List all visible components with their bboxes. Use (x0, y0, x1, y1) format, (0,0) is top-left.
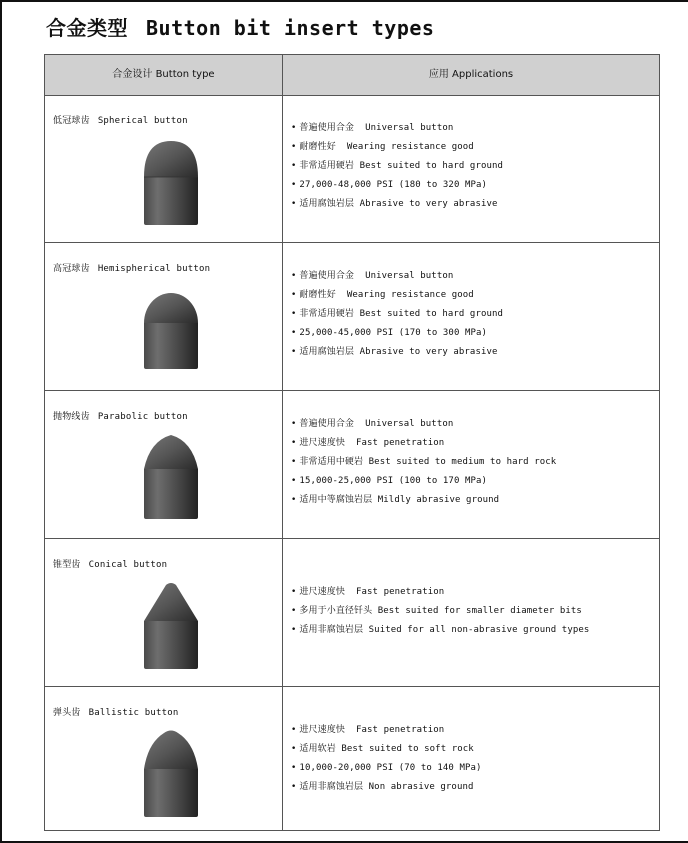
applications-list (291, 267, 503, 362)
button-types-table (44, 54, 660, 831)
list-item: • 15,000-25,000 PSI (100 to 170 MPa) (291, 472, 556, 491)
parabolic-button-icon (136, 431, 206, 526)
list-item: • 25,000-45,000 PSI (170 to 300 MPa) (291, 324, 503, 343)
row-label-zh: 高冠球齿 (53, 264, 90, 274)
header-applications: 应用 Applications (428, 69, 514, 80)
list-item: • 适用中等腐蚀岩层 Mildly abrasive ground (291, 491, 556, 510)
list-item: • 非常适用中硬岩 Best suited to medium to hard rock (291, 453, 556, 472)
row-label (53, 261, 210, 274)
table-row-conical (45, 539, 659, 687)
applications-list (291, 415, 556, 510)
row-label (53, 409, 188, 422)
list-item: • 进尺速度快 Fast penetration (291, 434, 556, 453)
table-row-spherical (45, 95, 659, 243)
row-label-en: Ballistic button (88, 708, 179, 718)
row-label-en: Conical button (88, 560, 168, 570)
list-item: • 普遍使用合金 Universal button (291, 119, 503, 138)
list-item: • 适用非腐蚀岩层 Non abrasive ground (291, 778, 482, 797)
list-item: • 多用于小直径钎头 Best suited for smaller diameter bits (291, 602, 589, 621)
list-item: • 普遍使用合金 Universal button (291, 267, 503, 286)
row-label-zh: 低冠球齿 (53, 116, 90, 126)
conical-button-icon (136, 579, 206, 674)
list-item: • 耐磨性好 Wearing resistance good (291, 286, 503, 305)
list-item: • 适用软岩 Best suited to soft rock (291, 740, 482, 759)
list-item: • 10,000-20,000 PSI (70 to 140 MPa) (291, 759, 482, 778)
applications-list (291, 721, 482, 797)
applications-list (291, 119, 503, 214)
list-item: • 适用腐蚀岩层 Abrasive to very abrasive (291, 343, 503, 362)
row-label (53, 705, 179, 718)
list-item: • 进尺速度快 Fast penetration (291, 583, 589, 602)
frame-top-border (0, 0, 688, 2)
spherical-button-icon (136, 135, 206, 230)
row-label-zh: 抛物线齿 (53, 412, 90, 422)
row-label (53, 113, 188, 126)
page-title-zh: 合金类型 (46, 16, 128, 40)
list-item: • 非常适用硬岩 Best suited to hard ground (291, 157, 503, 176)
page-title (46, 12, 434, 41)
table-header (45, 55, 659, 96)
row-label (53, 557, 167, 570)
row-label-zh: 锥型齿 (53, 560, 81, 570)
table-row-parabolic (45, 391, 659, 539)
ballistic-button-icon (136, 727, 206, 822)
list-item: • 耐磨性好 Wearing resistance good (291, 138, 503, 157)
list-item: • 进尺速度快 Fast penetration (291, 721, 482, 740)
frame-left-border (0, 0, 2, 843)
row-label-en: Parabolic button (97, 412, 188, 422)
hemispherical-button-icon (136, 283, 206, 378)
row-label-en: Spherical button (97, 116, 188, 126)
list-item: • 适用非腐蚀岩层 Suited for all non-abrasive ground types (291, 621, 589, 640)
list-item: • 普遍使用合金 Universal button (291, 415, 556, 434)
row-label-zh: 弹头齿 (53, 708, 81, 718)
header-button-type: 合金设计 Button type (112, 69, 215, 80)
table-row-ballistic (45, 687, 659, 834)
page-title-en: Button bit insert types (146, 16, 435, 40)
table-row-hemispherical (45, 243, 659, 391)
applications-list (291, 583, 589, 640)
row-label-en: Hemispherical button (97, 264, 211, 274)
list-item: • 非常适用硬岩 Best suited to hard ground (291, 305, 503, 324)
list-item: • 27,000-48,000 PSI (180 to 320 MPa) (291, 176, 503, 195)
list-item: • 适用腐蚀岩层 Abrasive to very abrasive (291, 195, 503, 214)
